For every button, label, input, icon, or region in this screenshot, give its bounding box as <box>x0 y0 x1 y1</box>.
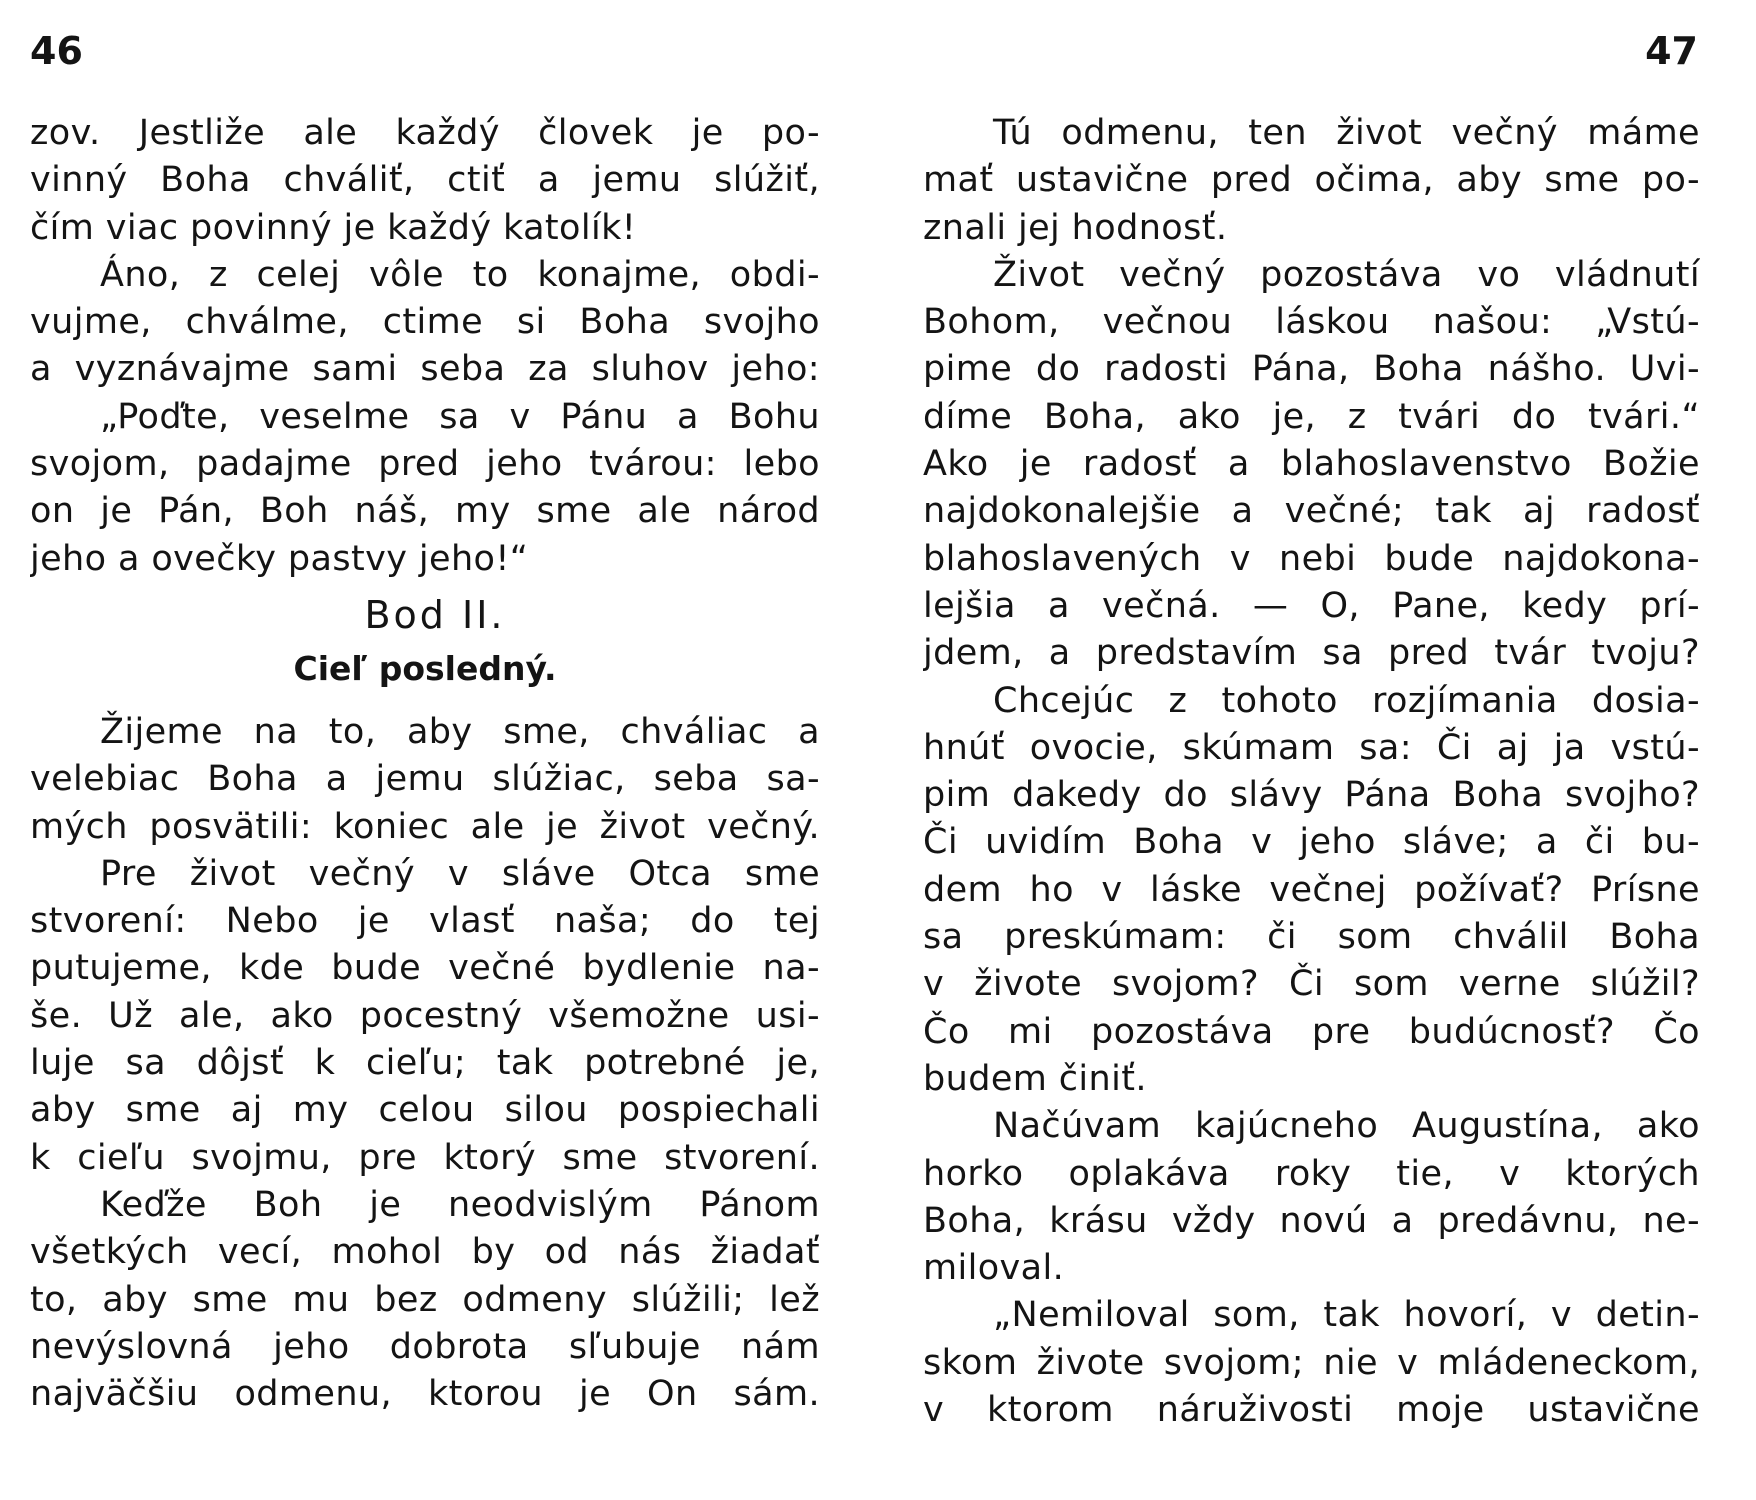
text-line: skom živote svojom; nie v mládeneckom, <box>923 1342 1700 1383</box>
text-line: Pre život večný v sláve Otca sme <box>100 853 820 894</box>
paragraph <box>30 394 820 583</box>
text-line: mať ustavične pred očima, aby sme po- <box>923 160 1700 201</box>
text-line: sa preskúmam: či som chválil Boha <box>923 917 1700 958</box>
text-line: vujme, chválme, ctime si Boha svojho <box>30 302 820 343</box>
text-line: k cieľu svojmu, pre ktorý sme stvorení. <box>30 1137 820 1178</box>
paragraph <box>30 709 820 851</box>
text-line: še. Už ale, ako pocestný všemožne usi- <box>30 995 820 1036</box>
text-line: Chcejúc z tohoto rozjímania dosia- <box>993 680 1700 721</box>
section-subtitle: Cieľ posledný. <box>293 648 557 688</box>
text-line: Žijeme na to, aby sme, chváliac a <box>100 711 820 752</box>
text-line: Bohom, večnou láskou našou: „Vstú- <box>923 302 1700 343</box>
text-line: Čo mi pozostáva pre budúcnosť? Čo <box>923 1011 1700 1052</box>
text-line: „Nemiloval som, tak hovorí, v detin- <box>993 1295 1700 1336</box>
text-line: budem činiť. <box>923 1058 1147 1099</box>
right-page-text <box>923 110 1700 1434</box>
paragraph <box>923 110 1700 252</box>
text-line: znali jej hodnosť. <box>923 207 1228 248</box>
text-line: díme Boha, ako je, z tvári do tvári.“ <box>923 396 1700 437</box>
text-line: Ako je radosť a blahoslavenstvo Božie <box>923 444 1700 485</box>
text-line: dem ho v láske večnej požívať? Prísne <box>923 869 1700 910</box>
text-line: zov. Jestliže ale každý človek je po- <box>30 113 820 153</box>
text-line: Život večný pozostáva vo vládnutí <box>993 254 1700 295</box>
section-heading: Bod II. <box>364 592 506 637</box>
text-line: Načúvam kajúcneho Augustína, ako <box>993 1106 1700 1147</box>
paragraph <box>923 1292 1700 1434</box>
text-line: Keďže Boh je neodvislým Pánom <box>100 1184 820 1225</box>
text-line: blahoslavených v nebi bude najdokona- <box>923 538 1700 579</box>
paragraph <box>923 678 1700 1104</box>
text-line: aby sme aj my celou silou pospiechali <box>30 1090 820 1131</box>
paragraph <box>923 252 1700 678</box>
text-line: mých posvätili: koniec ale je život večný. <box>30 806 820 847</box>
text-line: Áno, z celej vôle to konajme, obdi- <box>100 254 820 295</box>
paragraph <box>30 851 820 1182</box>
text-line: to, aby sme mu bez odmeny slúžili; lež <box>30 1279 820 1320</box>
text-line: nevýslovná jeho dobrota sľubuje nám <box>30 1326 820 1367</box>
left-page-text <box>30 110 820 1418</box>
text-line: najdokonalejšie a večné; tak aj radosť <box>923 491 1700 532</box>
text-line: Boha, krásu vždy novú a predávnu, ne- <box>923 1200 1700 1241</box>
text-line: jdem, a predstavím sa pred tvár tvoju? <box>923 633 1700 674</box>
text-line: Či uvidím Boha v jeho sláve; a či bu- <box>923 822 1700 863</box>
text-line: on je Pán, Boh náš, my sme ale národ <box>30 491 820 532</box>
text-line: svojom, padajme pred jeho tvárou: lebo <box>30 444 820 485</box>
page-number: 46 <box>30 29 83 73</box>
text-line: jeho a ovečky pastvy jeho!“ <box>30 538 529 579</box>
text-line: najväčšiu odmenu, ktorou je On sám. <box>30 1374 820 1415</box>
text-line: všetkých vecí, mohol by od nás žiadať <box>30 1232 820 1273</box>
page-number: 47 <box>1645 29 1698 73</box>
text-line: Tú odmenu, ten život večný máme <box>993 113 1700 153</box>
text-line: horko oplakáva roky tie, v ktorých <box>923 1153 1700 1194</box>
paragraph <box>30 1182 820 1418</box>
text-line: pim dakedy do slávy Pána Boha svojho? <box>923 775 1700 816</box>
text-line: velebiac Boha a jemu slúžiac, seba sa- <box>30 759 820 800</box>
paragraph <box>30 252 820 394</box>
text-line: v živote svojom? Či som verne slúžil? <box>923 964 1700 1005</box>
text-line: v ktorom náruživosti moje ustavične <box>923 1390 1700 1431</box>
text-line: luje sa dôjsť k cieľu; tak potrebné je, <box>30 1043 820 1084</box>
text-line: lejšia a večná. — O, Pane, kedy prí- <box>923 585 1700 626</box>
text-line: stvorení: Nebo je vlasť naša; do tej <box>30 901 820 942</box>
text-line: vinný Boha chváliť, ctiť a jemu slúžiť, <box>30 160 820 201</box>
text-line: pime do radosti Pána, Boha nášho. Uvi- <box>923 349 1700 390</box>
paragraph <box>923 1103 1700 1292</box>
text-line: putujeme, kde bude večné bydlenie na- <box>30 948 820 989</box>
text-line: hnúť ovocie, skúmam sa: Či aj ja vstú- <box>923 727 1700 768</box>
text-line: „Poďte, veselme sa v Pánu a Bohu <box>100 396 820 437</box>
paragraph <box>30 110 820 252</box>
right-page <box>878 0 1756 1500</box>
text-line: čím viac povinný je každý katolík! <box>30 207 637 248</box>
text-line: miloval. <box>923 1248 1065 1289</box>
text-line: a vyznávajme sami seba za sluhov jeho: <box>30 349 820 390</box>
